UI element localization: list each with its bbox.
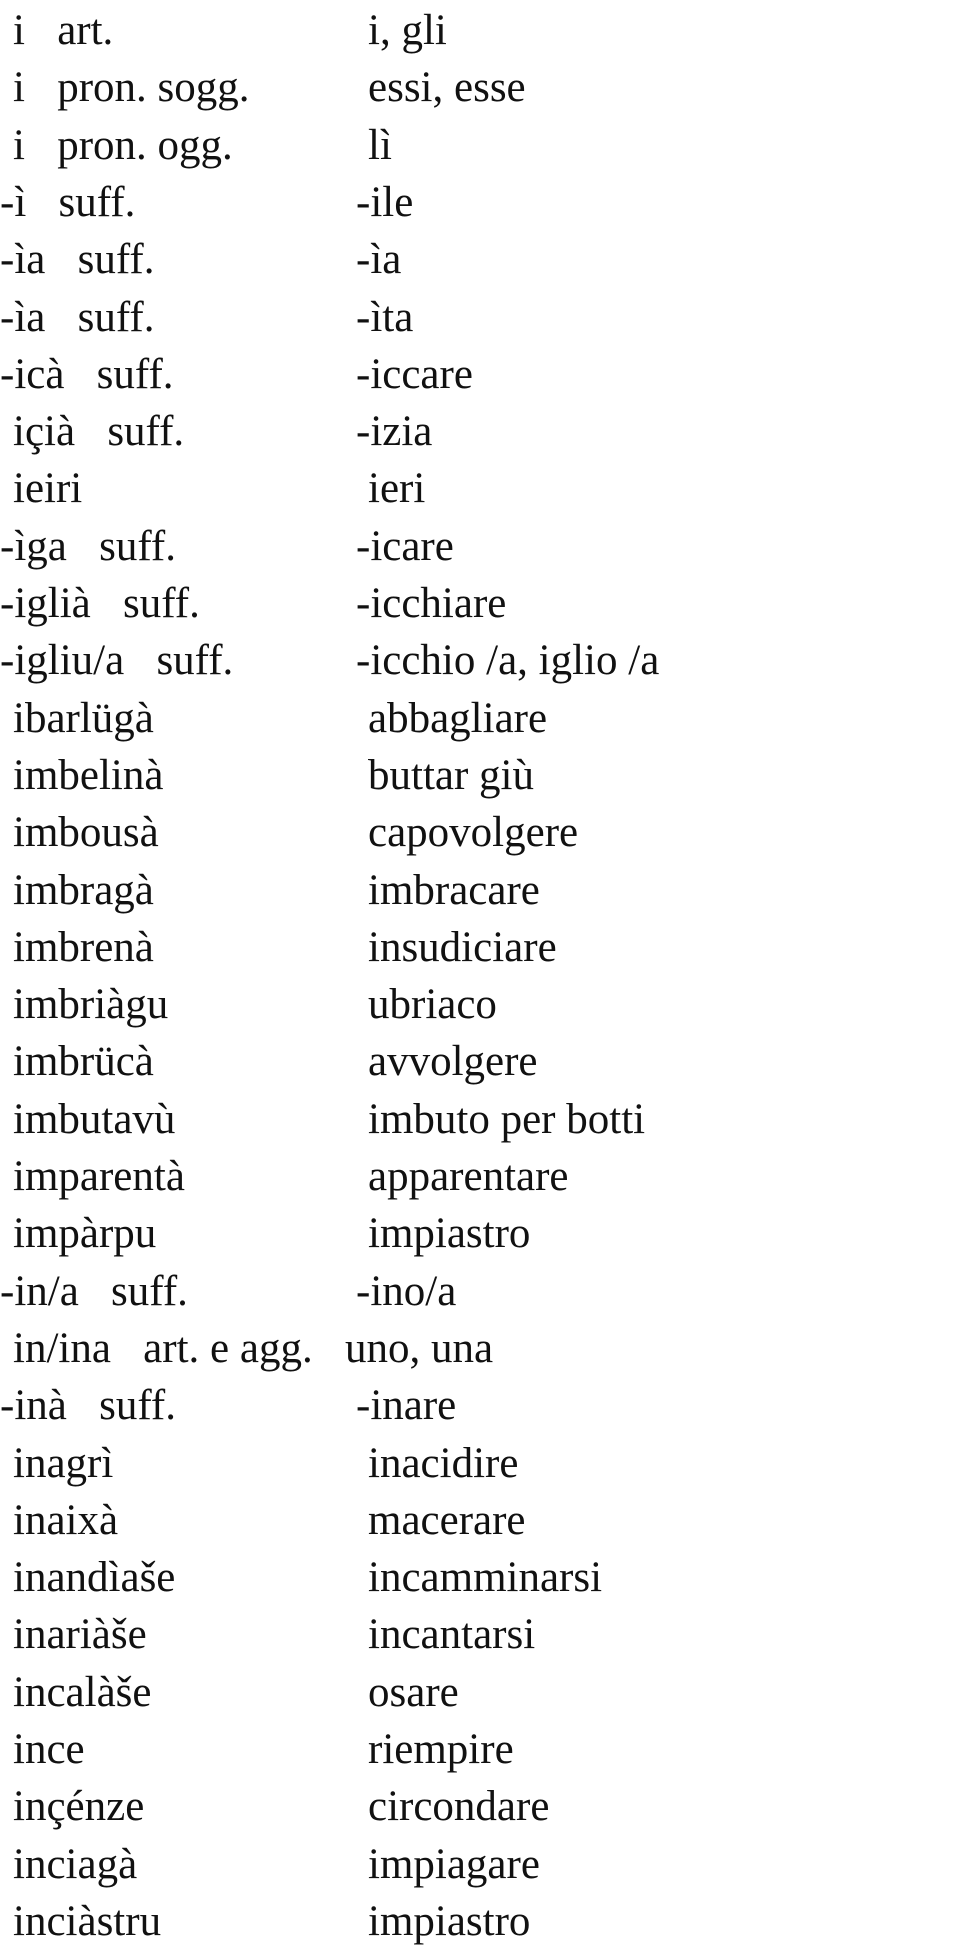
glossary-entry (0, 1033, 970, 1091)
entry-term: imbriàgu (13, 981, 169, 1029)
glossary-entry (0, 690, 970, 748)
glossary-entry (0, 862, 970, 920)
entry-meaning: circondare (368, 1783, 550, 1831)
glossary-entry (0, 460, 970, 518)
entry-term: -ìa suff. (0, 293, 155, 341)
entry-term: -iglià suff. (0, 580, 200, 627)
entry-meaning: capovolgere (368, 809, 579, 857)
glossary-entry (0, 976, 970, 1034)
glossary-entry (0, 804, 970, 862)
entry-term: imbelinà (13, 751, 164, 799)
entry-meaning: -izia (356, 408, 433, 456)
entry-term: ieiri (13, 465, 83, 513)
glossary-entry (0, 1778, 970, 1836)
glossary-entry (0, 518, 970, 576)
entry-meaning: impiastro (368, 1210, 531, 1258)
glossary-entry (0, 1377, 970, 1435)
glossary-entry (0, 346, 970, 404)
glossary-entry (0, 1664, 970, 1722)
entry-term: -igliu/a suff. (0, 637, 234, 685)
entry-meaning: imbracare (368, 866, 540, 914)
glossary-entry (0, 1320, 970, 1378)
glossary-entry (0, 1836, 970, 1894)
glossary-entry (0, 1205, 970, 1263)
entry-term: i pron. sogg. (13, 64, 250, 112)
entry-term: imbrenà (13, 923, 154, 971)
entry-meaning: i, gli (368, 7, 447, 54)
entry-meaning: impiagare (368, 1840, 540, 1888)
entry-term: içià suff. (13, 408, 185, 456)
entry-meaning: -icchio /a, iglio /a (356, 637, 660, 685)
entry-meaning: riempire (368, 1726, 514, 1773)
glossary-entry (0, 174, 970, 232)
entry-meaning: insudiciare (368, 923, 557, 971)
entry-meaning: -inare (356, 1382, 457, 1430)
glossary-entry (0, 1721, 970, 1779)
glossary-entry (0, 2, 970, 60)
entry-term: inciàstru (13, 1897, 162, 1945)
glossary-entry (0, 1263, 970, 1321)
entry-term: -ì suff. (0, 178, 136, 226)
entry-meaning: lì (368, 121, 392, 169)
entry-term: i art. (13, 7, 114, 54)
glossary-entry (0, 632, 970, 690)
entry-term: inariàše (13, 1611, 147, 1659)
glossary-entry (0, 403, 970, 461)
entry-term: -ìga suff. (0, 522, 176, 570)
entry-term: imbrücà (13, 1038, 154, 1086)
entry-line: in/ina art. e agg. uno, una (13, 1324, 494, 1372)
entry-meaning: -icare (356, 522, 454, 570)
entry-term: -inà suff. (0, 1382, 176, 1430)
entry-term: ibarlügà (13, 694, 154, 742)
entry-term: imbousà (13, 809, 159, 857)
entry-term: inciagà (13, 1840, 138, 1888)
entry-term: inagrì (13, 1439, 114, 1487)
entry-meaning: avvolgere (368, 1038, 538, 1086)
glossary-entry (0, 747, 970, 805)
entry-term: inandìaše (13, 1554, 176, 1602)
entry-meaning: inacidire (368, 1439, 519, 1487)
entry-term: impàrpu (13, 1210, 157, 1258)
entry-term: inçénze (13, 1783, 145, 1831)
glossary-entry (0, 59, 970, 117)
glossary-entry (0, 919, 970, 977)
entry-meaning: osare (368, 1668, 459, 1716)
glossary-entry (0, 575, 970, 633)
entry-term: -icà suff. (0, 350, 174, 398)
glossary-entry (0, 1091, 970, 1149)
entry-meaning: impiastro (368, 1897, 531, 1945)
entry-meaning: -ìta (356, 293, 414, 341)
entry-term: ince (13, 1726, 85, 1773)
entry-term: imbutavù (13, 1095, 176, 1143)
entry-term: incalàše (13, 1668, 152, 1716)
glossary-entry (0, 231, 970, 289)
entry-meaning: essi, esse (368, 64, 526, 112)
entry-meaning: abbagliare (368, 694, 548, 742)
entry-term: -in/a suff. (0, 1267, 188, 1315)
entry-term: inaixà (13, 1496, 119, 1544)
glossary-entry (0, 1435, 970, 1493)
glossary-entry (0, 1606, 970, 1664)
entry-meaning: incantarsi (368, 1611, 536, 1659)
entry-meaning: ieri (368, 465, 426, 513)
entry-meaning: imbuto per botti (368, 1095, 646, 1143)
entry-meaning: macerare (368, 1496, 526, 1544)
entry-term: imparentà (13, 1153, 185, 1200)
glossary-entry (0, 117, 970, 175)
entry-meaning: -iccare (356, 350, 473, 398)
glossary-entry (0, 1492, 970, 1550)
entry-meaning: incamminarsi (368, 1554, 603, 1602)
glossary-entry (0, 289, 970, 347)
entry-meaning: -ile (356, 178, 414, 226)
entry-term: i pron. ogg. (13, 121, 233, 169)
entry-meaning: buttar giù (368, 751, 534, 799)
glossary-entry (0, 1148, 970, 1206)
entry-meaning: -ino/a (356, 1267, 457, 1315)
glossary-entry (0, 1549, 970, 1607)
entry-meaning: -icchiare (356, 580, 507, 627)
entry-term: imbragà (13, 866, 154, 914)
glossary-entry (0, 1893, 970, 1951)
entry-term: -ìa suff. (0, 236, 155, 284)
entry-meaning: ubriaco (368, 981, 497, 1029)
entry-meaning: -ìa (356, 236, 402, 284)
entry-meaning: apparentare (368, 1153, 569, 1200)
